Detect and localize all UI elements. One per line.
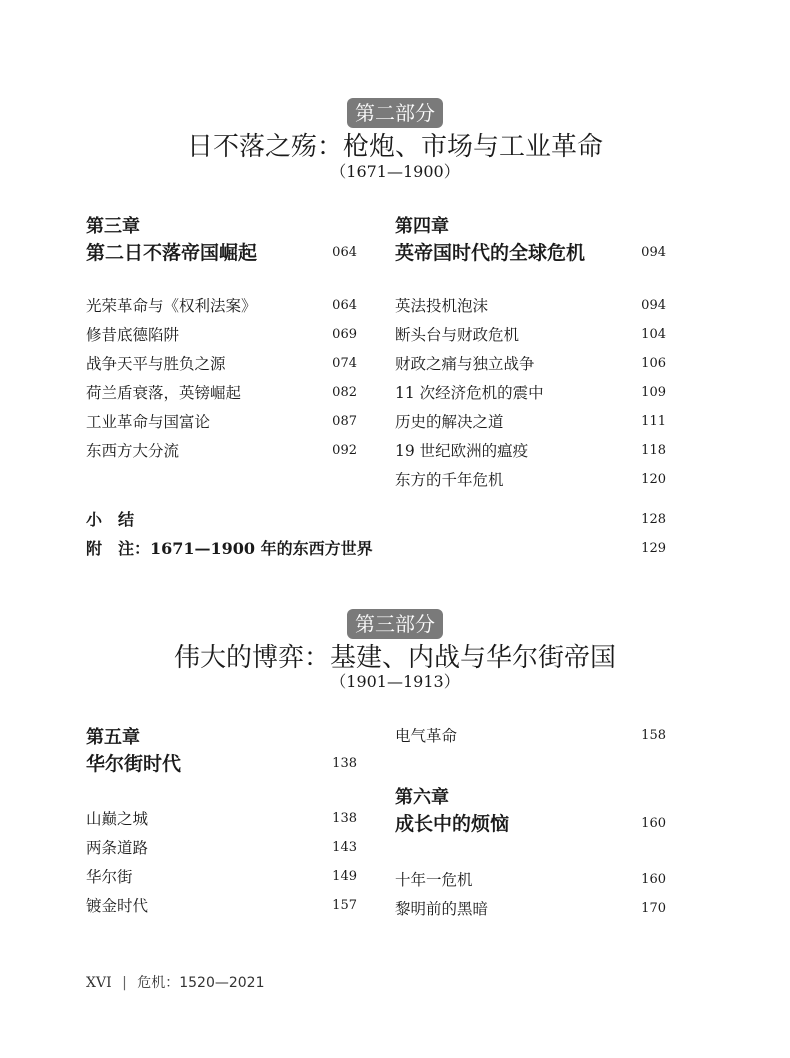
toc-entry[interactable] <box>395 725 666 747</box>
chapter4-label: 第四章 <box>395 216 449 237</box>
toc-entry-page: 118 <box>641 443 666 458</box>
chapter3-title: 第二日不落帝国崛起 <box>86 242 258 264</box>
toc-entry-page: 160 <box>641 872 666 887</box>
toc-entry-label: 11 次经济危机的震中 <box>395 384 544 402</box>
toc-entry[interactable] <box>395 869 666 891</box>
summary-label: 小 结 <box>86 510 135 529</box>
chapter3-label: 第三章 <box>86 216 140 237</box>
toc-entry[interactable] <box>86 866 357 888</box>
chapter4-heading[interactable] <box>395 242 666 264</box>
toc-entry-page: 106 <box>641 356 666 371</box>
toc-entry-label: 镀金时代 <box>86 897 149 915</box>
toc-entry-label: 电气革命 <box>395 727 458 745</box>
toc-entry-page: 064 <box>332 298 357 313</box>
book-title: 危机：1520—2021 <box>137 975 265 991</box>
part3-title: 伟大的博弈：基建、内战与华尔街帝国 <box>173 643 616 673</box>
toc-entry[interactable] <box>395 898 666 920</box>
toc-entry[interactable] <box>86 895 357 917</box>
page-footer <box>86 972 265 992</box>
chapter6-page: 160 <box>641 816 666 831</box>
page-number: XVI <box>86 975 112 991</box>
toc-entry[interactable] <box>86 382 357 404</box>
toc-entry-label: 两条道路 <box>86 839 149 857</box>
toc-entry-page: 094 <box>641 298 666 313</box>
toc-entry[interactable] <box>395 353 666 375</box>
toc-entry[interactable] <box>86 324 357 346</box>
toc-entry-label: 财政之痛与独立战争 <box>395 355 535 373</box>
part2-years: （1671—1900） <box>330 162 460 181</box>
note-entry[interactable] <box>86 538 666 560</box>
toc-entry-label: 历史的解决之道 <box>395 413 504 431</box>
toc-entry-page: 138 <box>332 811 357 826</box>
toc-entry-label: 战争天平与胜负之源 <box>86 355 226 373</box>
chapter3-page: 064 <box>332 245 357 260</box>
toc-entry[interactable] <box>86 808 357 830</box>
toc-entry-label: 断头台与财政危机 <box>395 326 520 344</box>
toc-entry[interactable] <box>395 469 666 491</box>
toc-entry-page: 157 <box>332 898 357 913</box>
summary-page: 128 <box>641 512 666 527</box>
toc-entry-page: 087 <box>332 414 357 429</box>
toc-entry[interactable] <box>395 411 666 433</box>
toc-entry-page: 104 <box>641 327 666 342</box>
toc-entry-page: 074 <box>332 356 357 371</box>
chapter5-label: 第五章 <box>86 727 140 748</box>
toc-entry-page: 158 <box>641 728 666 743</box>
toc-entry-page: 149 <box>332 869 357 884</box>
toc-entry-label: 东西方大分流 <box>86 442 180 460</box>
toc-entry-label: 东方的千年危机 <box>395 471 504 489</box>
toc-entry-label: 黎明前的黑暗 <box>395 900 489 918</box>
toc-entry-page: 143 <box>332 840 357 855</box>
chapter6-title: 成长中的烦恼 <box>395 813 510 835</box>
toc-entry[interactable] <box>395 382 666 404</box>
toc-entry-label: 修昔底德陷阱 <box>86 326 180 344</box>
toc-entry[interactable] <box>395 440 666 462</box>
toc-entry[interactable] <box>86 440 357 462</box>
toc-entry-page: 109 <box>641 385 666 400</box>
toc-entry-label: 工业革命与国富论 <box>86 413 211 431</box>
chapter3-heading[interactable] <box>86 242 357 264</box>
note-label: 附 注：1671—1900 年的东西方世界 <box>86 539 373 558</box>
chapter6-heading[interactable] <box>395 813 666 835</box>
toc-entry-label: 华尔街 <box>86 868 133 886</box>
toc-entry[interactable] <box>395 295 666 317</box>
part3-badge: 第三部分 <box>347 609 443 639</box>
chapter5-title: 华尔街时代 <box>86 753 182 775</box>
chapter5-page: 138 <box>332 756 357 771</box>
summary-entry[interactable] <box>86 509 666 531</box>
footer-separator: | <box>122 975 127 991</box>
toc-entry-page: 170 <box>641 901 666 916</box>
chapter4-page: 094 <box>641 245 666 260</box>
toc-entry-label: 英法投机泡沫 <box>395 297 489 315</box>
toc-entry[interactable] <box>86 411 357 433</box>
chapter6-label: 第六章 <box>395 787 449 808</box>
toc-entry[interactable] <box>86 295 357 317</box>
toc-entry[interactable] <box>86 353 357 375</box>
note-page: 129 <box>641 541 666 556</box>
toc-entry[interactable] <box>395 324 666 346</box>
toc-entry-label: 19 世纪欧洲的瘟疫 <box>395 442 529 460</box>
part2-badge: 第二部分 <box>347 98 443 128</box>
chapter4-title: 英帝国时代的全球危机 <box>395 242 586 264</box>
toc-entry-label: 山巅之城 <box>86 810 149 828</box>
toc-entry[interactable] <box>86 837 357 859</box>
toc-entry-label: 光荣革命与《权利法案》 <box>86 297 257 315</box>
toc-entry-page: 069 <box>332 327 357 342</box>
toc-entry-page: 111 <box>641 414 666 429</box>
toc-entry-page: 092 <box>332 443 357 458</box>
chapter5-heading[interactable] <box>86 753 357 775</box>
part2-title: 日不落之殇：枪炮、市场与工业革命 <box>186 132 603 162</box>
part3-years: （1901—1913） <box>330 672 460 691</box>
toc-entry-page: 120 <box>641 472 666 487</box>
toc-entry-label: 十年一危机 <box>395 871 473 889</box>
toc-entry-page: 082 <box>332 385 357 400</box>
toc-entry-label: 荷兰盾衰落，英镑崛起 <box>86 384 242 402</box>
